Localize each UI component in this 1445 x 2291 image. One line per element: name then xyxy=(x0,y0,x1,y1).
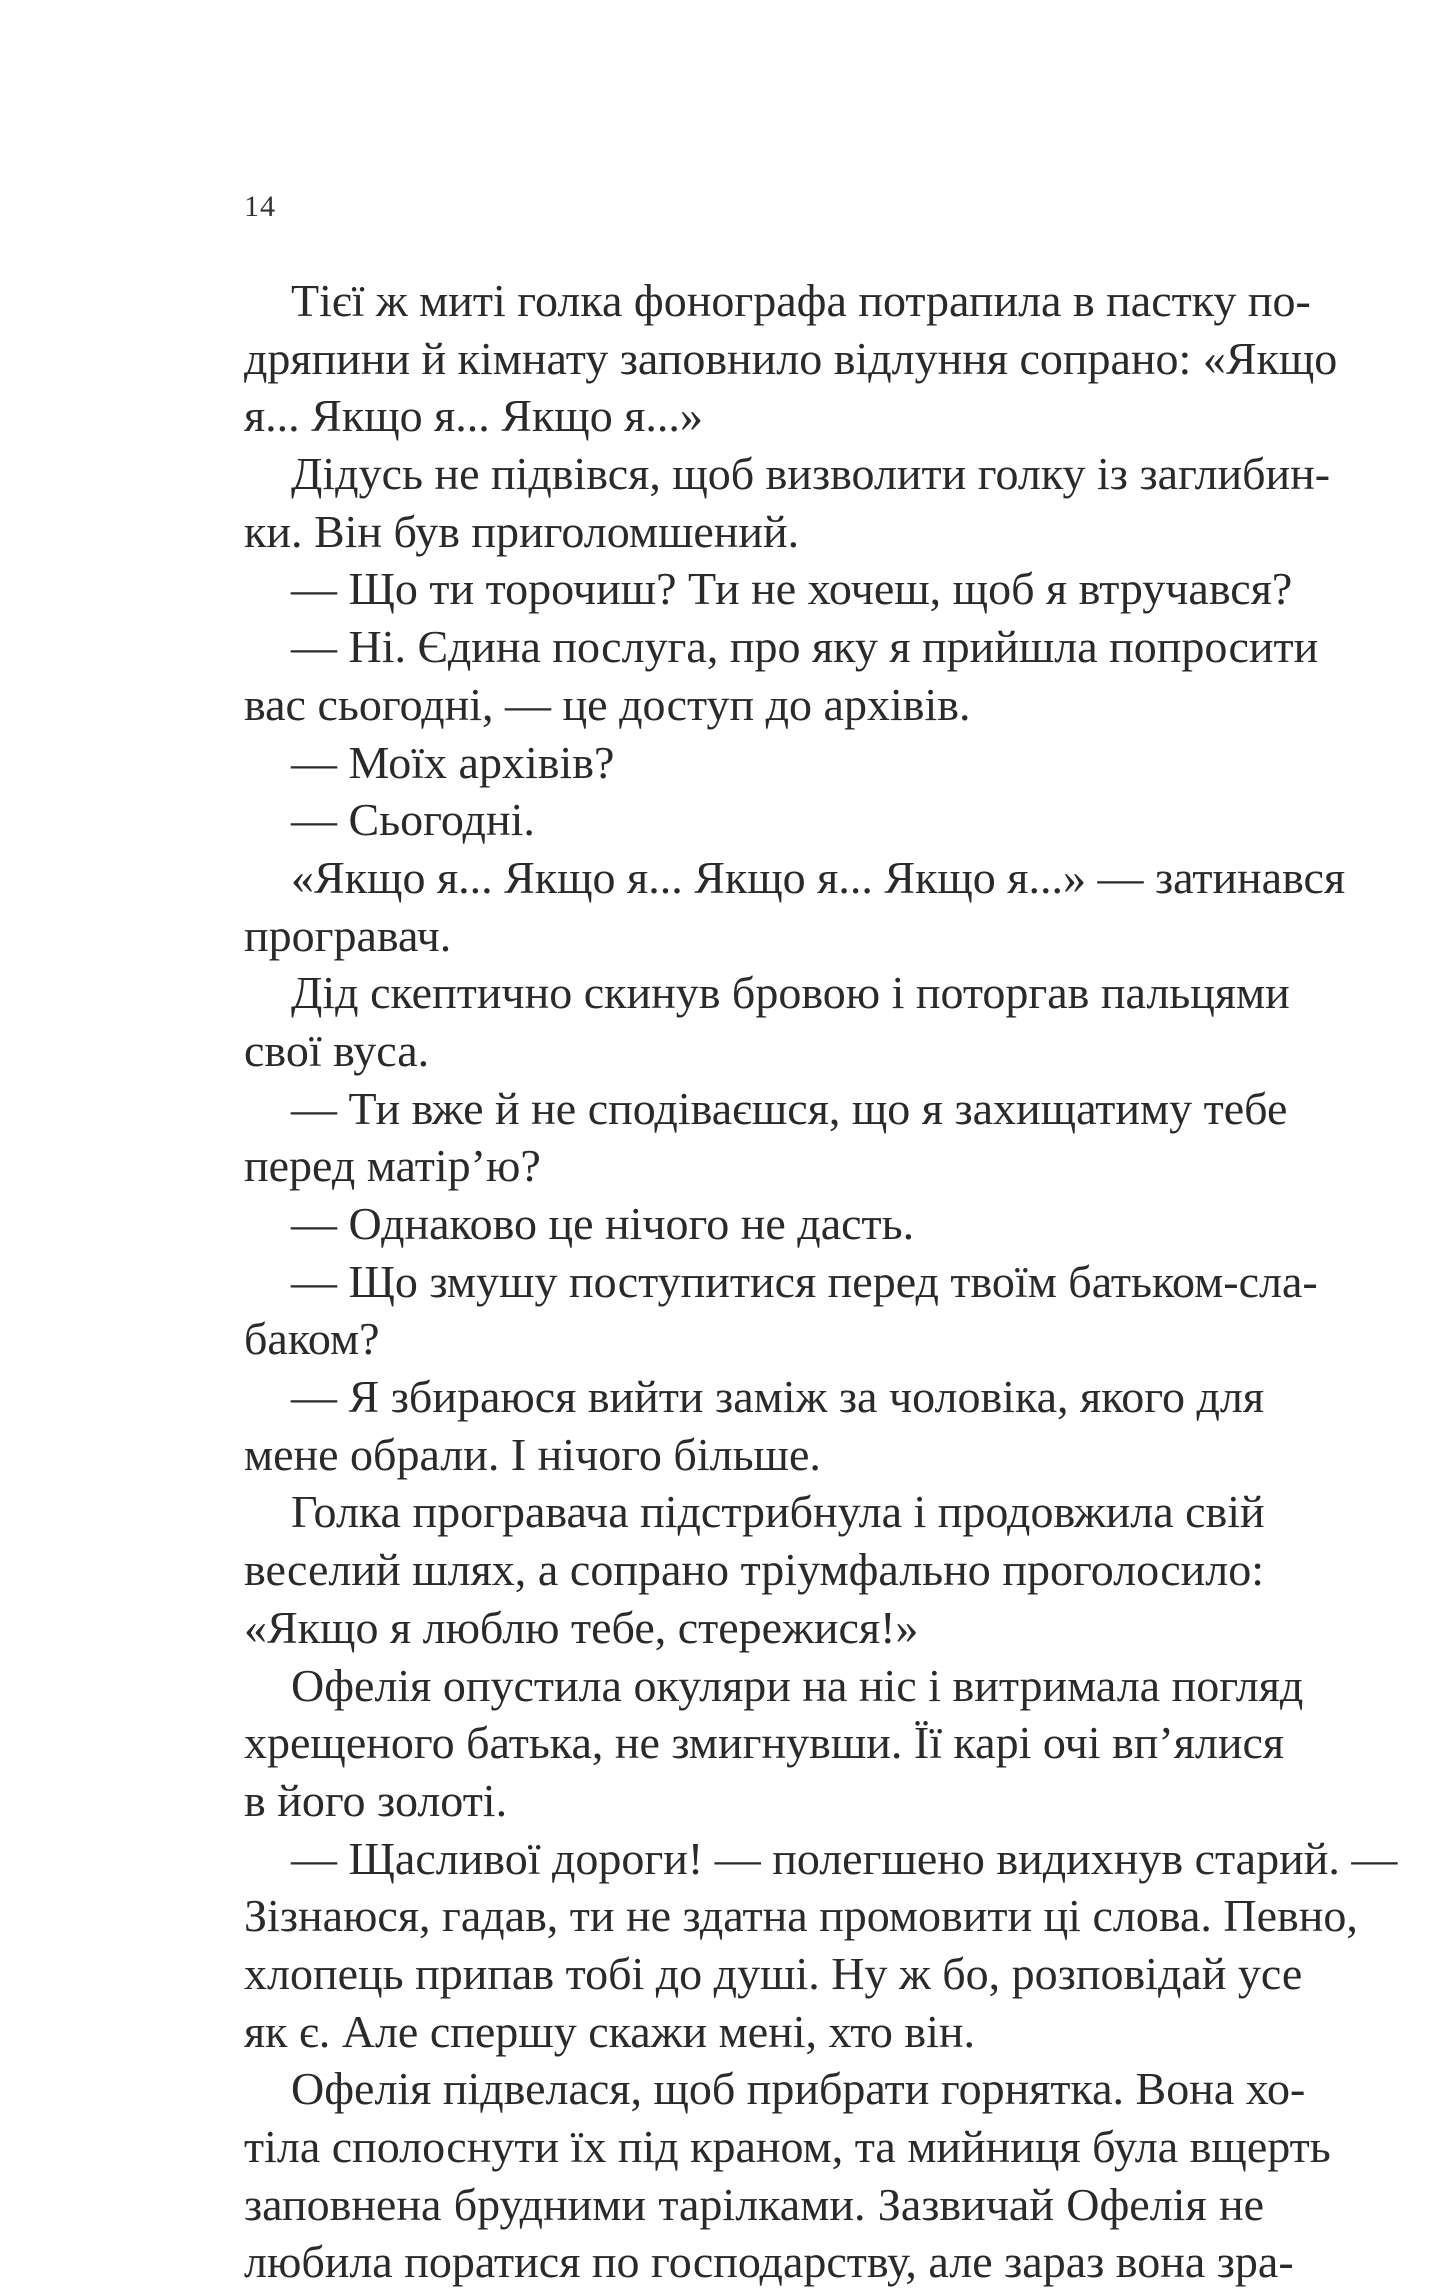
body-text xyxy=(244,272,1398,2291)
text-line: — Моїх архівів? xyxy=(291,736,615,788)
text-line: — Ні. Єдина послуга, про яку я прийшла попросити xyxy=(291,621,1319,673)
text-line: програвач. xyxy=(244,909,452,961)
text-line: дряпини й кімнату заповнило відлуння сопрано: «Якщо xyxy=(244,332,1338,384)
text-line: як є. Але спершу скажи мені, хто він. xyxy=(244,2005,975,2057)
text-line: любила поратися по господарству, але зараз вона зра- xyxy=(244,2236,1294,2288)
text-line: свої вуса. xyxy=(244,1024,430,1076)
text-line: Офелія опустила окуляри на ніс і витримала погляд xyxy=(291,1659,1304,1711)
text-line: — Що ти торочиш? Ти не хочеш, щоб я втручався? xyxy=(291,563,1293,615)
text-line: «Якщо я люблю тебе, стережися!» xyxy=(244,1601,919,1653)
text-line: тіла сполоснути їх під краном, та мийниця була вщерть xyxy=(244,2121,1331,2172)
text-line: мене обрали. І нічого більше. xyxy=(244,1428,821,1480)
text-line: я... Якщо я... Якщо я...» xyxy=(244,390,703,442)
text-line: Офелія підвелася, щоб прибрати горнятка. Вона хо- xyxy=(291,2063,1306,2115)
text-line: в його золоті. xyxy=(244,1774,508,1826)
text-line: — Що змушу поступитися перед твоїм батьком-сла- xyxy=(291,1255,1318,1307)
text-line: Дідусь не підвівся, щоб визволити голку із заглибин- xyxy=(291,448,1331,500)
text-line: хрещеного батька, не змигнувши. Її карі очі вп’ялися xyxy=(244,1717,1285,1769)
text-line: — Ти вже й не сподіваєшся, що я захищатиму тебе xyxy=(291,1082,1288,1134)
text-line: хлопець припав тобі до душі. Ну ж бо, розповідай усе xyxy=(244,1947,1303,1999)
text-line: — Я збираюся вийти заміж за чоловіка, якого для xyxy=(291,1371,1264,1423)
text-line: Зізнаюся, гадав, ти не здатна промовити ці слова. Певно, xyxy=(244,1890,1358,1942)
text-line: — Щасливої дороги! — полегшено видихнув старий. — xyxy=(291,1832,1398,1884)
text-line: — Сьогодні. xyxy=(291,794,535,846)
text-line: веселий шлях, а сопрано тріумфально проголосило: xyxy=(244,1544,1264,1596)
text-line: заповнена брудними тарілками. Зазвичай Офелія не xyxy=(244,2178,1264,2230)
text-line: «Якщо я... Якщо я... Якщо я... Якщо я...» — затинався xyxy=(291,851,1346,903)
page-number: 14 xyxy=(244,190,276,223)
text-line: ки. Він був приголомшений. xyxy=(244,505,800,557)
text-line: — Однаково це нічого не дасть. xyxy=(291,1198,915,1249)
text-line: перед матір’ю? xyxy=(244,1140,541,1192)
text-line: Тієї ж миті голка фонографа потрапила в пастку по- xyxy=(291,275,1311,326)
text-line: вас сьогодні, — це доступ до архівів. xyxy=(244,678,971,730)
text-line: Дід скептично скинув бровою і поторгав пальцями xyxy=(291,967,1290,1019)
text-line: баком? xyxy=(244,1313,380,1365)
text-line: Голка програвача підстрибнула і продовжила свій xyxy=(291,1486,1265,1538)
